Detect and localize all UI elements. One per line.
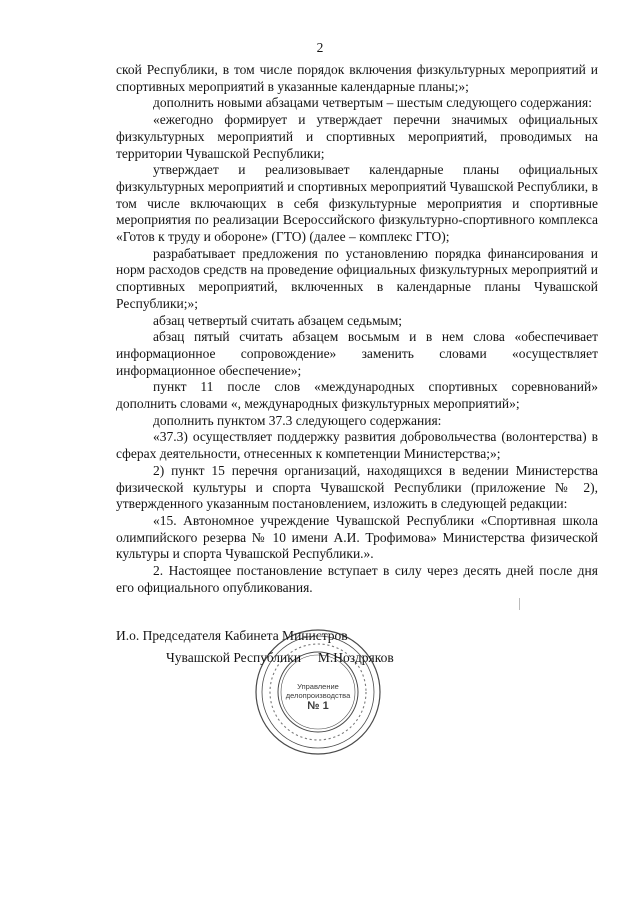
paragraph: дополнить пунктом 37.3 следующего содержания:: [153, 412, 442, 428]
paragraph: «ежегодно формирует и утверждает перечни значимых официальных физкультурных мероприятий и спортивных мероприятий, проводимых на территории Чувашской Республики;: [116, 112, 598, 161]
signatory-name: Чувашской Республики М.Ноздряков: [166, 650, 394, 665]
margin-mark: [519, 598, 520, 610]
stamp-inner-text: [278, 682, 358, 711]
paragraph: разрабатывает предложения по установлению порядка финансирования и норм расходов средств на проведение официальных физкультурных мероприятий и спортивных мероприятий, включенных в календарные планы Чувашской Республики;»;: [116, 245, 598, 311]
paragraph: дополнить новыми абзацами четвертым – шестым следующего содержания:: [153, 95, 592, 111]
paragraph: ской Республики, в том числе порядок включения физкультурных мероприятий и спортивных мероприятий в указанные календарные планы;»;: [116, 62, 598, 94]
page-number: 2: [316, 40, 324, 55]
paragraph: пункт 11 после слов «международных спортивных соревнований» дополнить словами «, международных физкультурных мероприятий»;: [116, 379, 598, 412]
paragraph: «37.3) осуществляет поддержку развития добровольчества (волонтерства) в сферах деятельности, отнесенных к компетенции Министерства;»;: [116, 429, 598, 462]
paragraph: абзац пятый считать абзацем восьмым и в нем слова «обеспечивает информационное сопровождение» заменить словами «осуществляет информационное обеспечение»;: [116, 329, 598, 378]
official-stamp: [254, 628, 382, 756]
stamp-line-2: делопроизводства: [285, 691, 351, 700]
stamp-line-1: Управление: [297, 682, 339, 691]
paragraph: 2. Настоящее постановление вступает в силу через десять дней после дня его официального опубликования.: [116, 563, 598, 595]
stamp-number: № 1: [307, 700, 329, 712]
signatory-title: И.о. Председателя Кабинета Министров: [116, 628, 348, 643]
paragraph: утверждает и реализовывает календарные планы официальных физкультурных мероприятий и спортивных мероприятий Чувашской Республики, в том числе включающих в себя физкультурные мероприятия и спортивные мероприятия по реализации Всероссийского физкультурно-спортивного комплекса «Готов к труду и обороне» (ГТО) (далее – комплекс ГТО);: [116, 162, 598, 245]
paragraph: 2) пункт 15 перечня организаций, находящихся в ведении Министерства физической культуры и спорта Чувашской Республики (приложение № 2), утвержденного указанным постановлением, изложить в следующей редакции:: [116, 462, 598, 512]
paragraph: «15. Автономное учреждение Чувашской Республики «Спортивная школа олимпийского резерва № 10 имени А.И. Трофимова» Министерства физической культуры и спорта Чувашской Республики.».: [116, 512, 598, 562]
document-body: [116, 62, 598, 597]
paragraph: абзац четвертый считать абзацем седьмым;: [153, 312, 402, 328]
